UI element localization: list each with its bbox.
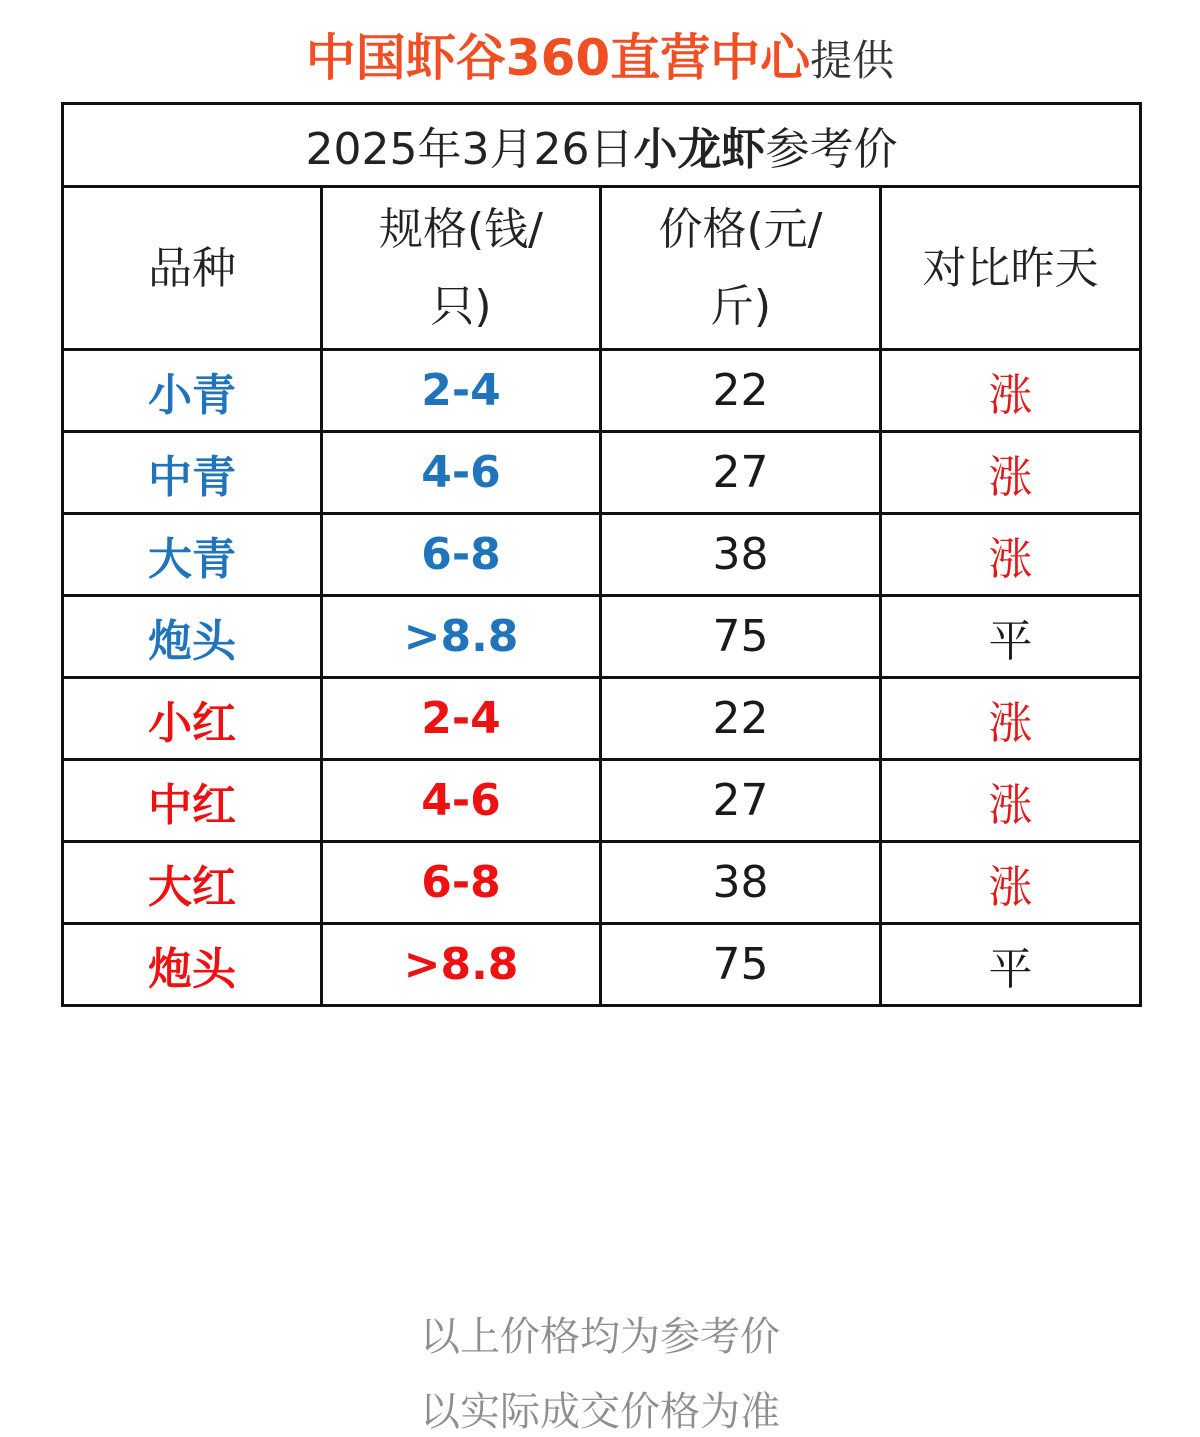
- footer-note-actual: 以实际成交价格为准: [420, 1389, 780, 1435]
- cell-variety: 中青: [63, 432, 322, 514]
- cell-spec: >8.8: [322, 596, 601, 678]
- brand-name: 中国虾谷360直营中心: [305, 29, 811, 87]
- table-header-row: [63, 187, 1141, 350]
- cell-spec: 6-8: [322, 514, 601, 596]
- price-table: [61, 102, 1142, 1007]
- header-spec-line2: 只): [430, 281, 492, 332]
- header-spec: [322, 187, 601, 350]
- header-variety: [63, 187, 322, 350]
- cell-variety: 炮头: [63, 596, 322, 678]
- header-variety-label: 品种: [148, 242, 236, 294]
- table-row: [63, 514, 1141, 596]
- table-row: [63, 678, 1141, 760]
- table-row: [63, 432, 1141, 514]
- page-header: [0, 22, 1200, 94]
- table-row: [63, 350, 1141, 432]
- table-title: [63, 104, 1141, 187]
- title-product: 小龙虾: [633, 124, 766, 175]
- cell-variety: 大青: [63, 514, 322, 596]
- cell-variety: 大红: [63, 842, 322, 924]
- cell-spec: 2-4: [322, 678, 601, 760]
- table-row: [63, 842, 1141, 924]
- table-row: [63, 760, 1141, 842]
- cell-compare: 涨: [881, 350, 1141, 432]
- cell-variety: 中红: [63, 760, 322, 842]
- cell-variety: 小红: [63, 678, 322, 760]
- cell-compare: 涨: [881, 514, 1141, 596]
- cell-price: 27: [601, 760, 881, 842]
- cell-spec: 2-4: [322, 350, 601, 432]
- cell-compare: 涨: [881, 678, 1141, 760]
- footer-note-reference: 以上价格均为参考价: [420, 1314, 780, 1360]
- cell-price: 22: [601, 678, 881, 760]
- cell-variety: 炮头: [63, 924, 322, 1006]
- title-suffix: 参考价: [765, 124, 898, 175]
- header-compare: [881, 187, 1141, 350]
- cell-spec: 6-8: [322, 842, 601, 924]
- cell-spec: 4-6: [322, 760, 601, 842]
- table-row: [63, 596, 1141, 678]
- header-price-line2: 斤): [709, 281, 772, 332]
- cell-compare: 涨: [881, 842, 1141, 924]
- cell-price: 22: [601, 350, 881, 432]
- cell-compare: 平: [881, 924, 1141, 1006]
- cell-price: 75: [601, 924, 881, 1006]
- cell-variety: 小青: [63, 350, 322, 432]
- cell-price: 75: [601, 596, 881, 678]
- header-price-line1: 价格(元/: [658, 204, 823, 255]
- cell-spec: >8.8: [322, 924, 601, 1006]
- header-spec-line1: 规格(钱/: [379, 204, 543, 255]
- cell-compare: 涨: [881, 760, 1141, 842]
- title-date: 2025年3月26日: [305, 124, 634, 175]
- header-compare-label: 对比昨天: [922, 242, 1099, 294]
- header-price: [601, 187, 881, 350]
- cell-spec: 4-6: [322, 432, 601, 514]
- cell-compare: 平: [881, 596, 1141, 678]
- cell-price: 38: [601, 514, 881, 596]
- provided-by-label: 提供: [810, 36, 895, 85]
- table-title-row: [63, 104, 1141, 187]
- cell-price: 38: [601, 842, 881, 924]
- cell-price: 27: [601, 432, 881, 514]
- cell-compare: 涨: [881, 432, 1141, 514]
- table-row: [63, 924, 1141, 1006]
